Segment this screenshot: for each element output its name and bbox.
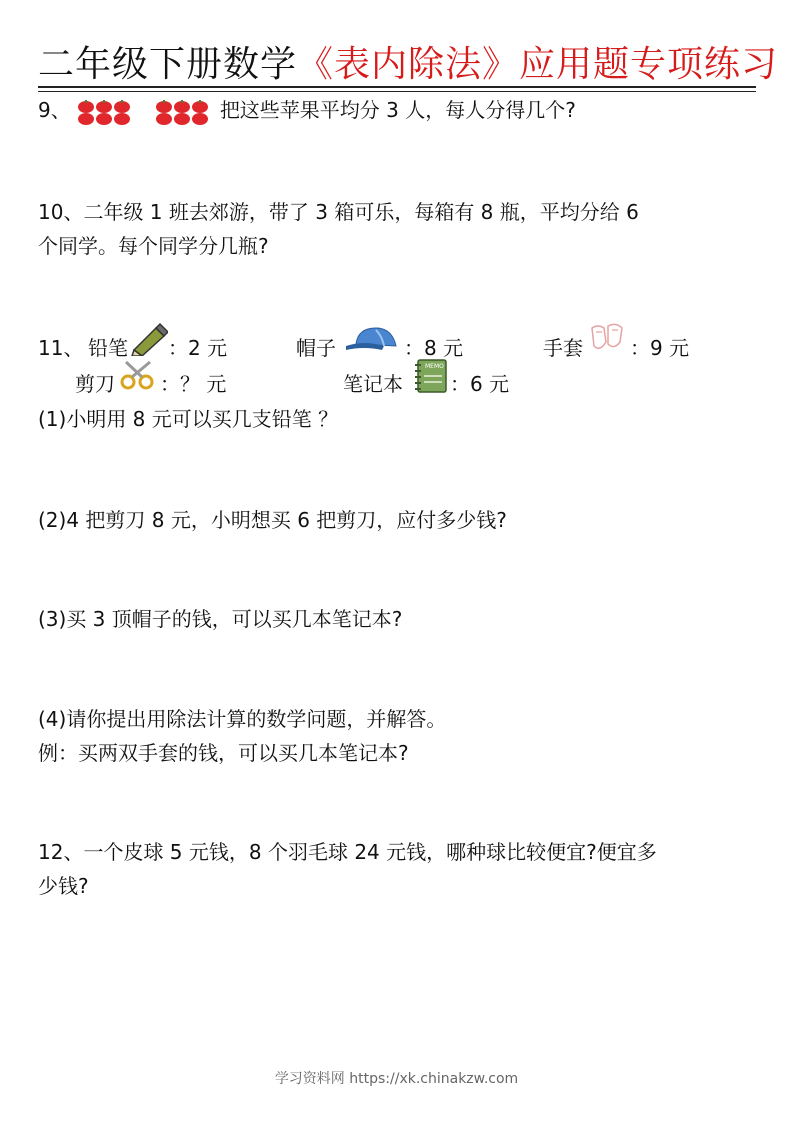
footer-source: 学习资料网 https://xk.chinakzw.com: [274, 1071, 519, 1087]
question-12-line2: 少钱?: [38, 874, 89, 898]
scissors-price: ：？ 元: [160, 372, 227, 396]
question-10-line2: 个同学。每个同学分几瓶?: [38, 234, 269, 258]
scissors-label: 剪刀: [75, 372, 115, 396]
page-title: [38, 40, 779, 90]
pencil-price: ：2 元: [168, 336, 228, 360]
question-9-text: 把这些苹果平均分 3 人，每人分得几个?: [219, 98, 576, 122]
notebook-label: 笔记本: [343, 372, 403, 396]
question-10-line1: 10、二年级 1 班去郊游，带了 3 箱可乐，每箱有 8 瓶，平均分给 6: [38, 200, 639, 224]
question-11-number: 11、: [38, 336, 84, 360]
glove-label: 手套: [543, 336, 583, 360]
question-11-example: 例：买两双手套的钱，可以买几本笔记本?: [38, 741, 409, 765]
pencil-label: 铅笔: [88, 336, 128, 360]
title-rule-thin: [38, 91, 756, 92]
title-part3: 应用题专项练习: [519, 44, 779, 85]
pencil-icon: [130, 322, 168, 356]
apple-group-right: [155, 98, 213, 126]
notebook-memo-text: MEMO: [425, 363, 444, 370]
question-9: [38, 96, 576, 126]
apple-icon: [77, 98, 135, 126]
cap-icon: [342, 324, 402, 356]
question-9-number: 9、: [38, 98, 71, 122]
apple-icon: [155, 98, 213, 126]
title-rule-thick: [38, 86, 756, 88]
title-part1: 二年级下册数学: [38, 44, 298, 85]
question-11-sub4: (4)请你提出用除法计算的数学问题，并解答。: [38, 707, 447, 731]
glove-price: ：9 元: [630, 336, 690, 360]
question-11-sub1: (1)小明用 8 元可以买几支铅笔 ？: [38, 407, 339, 431]
hat-price: ：8 元: [404, 336, 464, 360]
apple-group-left: [77, 98, 135, 126]
question-11-sub3: (3)买 3 顶帽子的钱，可以买几本笔记本?: [38, 607, 403, 631]
glove-icon: [588, 322, 626, 354]
hat-label: 帽子: [296, 336, 336, 360]
pencil-item: [88, 334, 128, 362]
scissors-icon: [118, 360, 158, 390]
notebook-icon: [414, 358, 448, 394]
title-part2: 《表内除法》: [297, 44, 520, 85]
notebook-price: ：6 元: [450, 372, 510, 396]
question-11-sub2: (2)4 把剪刀 8 元，小明想买 6 把剪刀，应付多少钱?: [38, 508, 507, 532]
question-12-line1: 12、一个皮球 5 元钱，8 个羽毛球 24 元钱，哪种球比较便宜?便宜多: [38, 840, 657, 864]
